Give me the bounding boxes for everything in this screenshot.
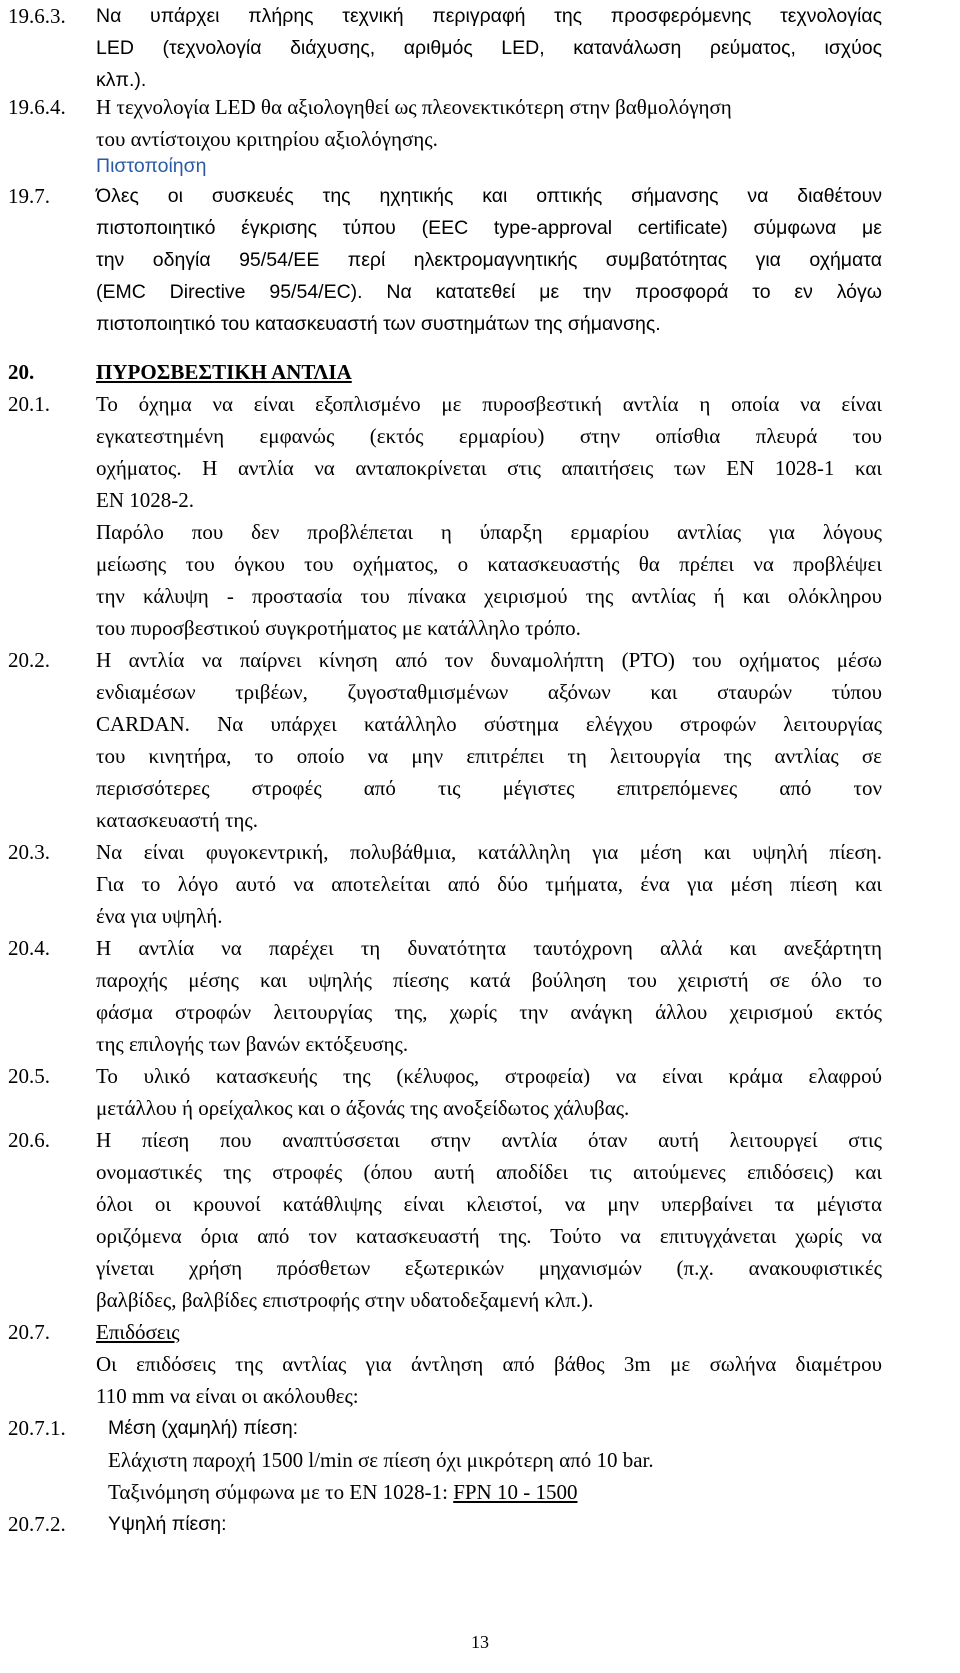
paragraph-line: ονομαστικές της στροφές (όπου αυτή αποδίδει τις αιτούμενες επιδόσεις) και [96, 1160, 882, 1184]
paragraph-line: Το υλικό κατασκευής της (κέλυφος, στροφεία) να είναι κράμα ελαφρού [96, 1064, 882, 1088]
section-number: 19.6.3. [8, 4, 66, 28]
section-number: 20.7.1. [8, 1416, 66, 1440]
paragraph-line: Παρόλο που δεν προβλέπεται η ύπαρξη ερμαρίου αντλίας για λόγους [96, 520, 882, 544]
section-number: 20.7. [8, 1320, 50, 1344]
section-number: 19.6.4. [8, 95, 66, 119]
paragraph-line: Ελάχιστη παροχή 1500 l/min σε πίεση όχι μικρότερη από 10 bar. [108, 1448, 654, 1472]
paragraph-line: Να είναι φυγοκεντρική, πολυβάθμια, κατάλληλη για μέση και υψηλή πίεση. [96, 840, 882, 864]
paragraph-line: Για το λόγο αυτό να αποτελείται από δύο τμήματα, ένα για μέση πίεση και [96, 872, 882, 896]
page-number: 13 [471, 1632, 489, 1652]
paragraph-line: EN 1028-2. [96, 488, 194, 512]
paragraph-line: μείωσης του όγκου του οχήματος, ο κατασκευαστής θα πρέπει να προβλέψει [96, 552, 882, 576]
paragraph-line: του κινητήρα, το οποίο να μην επιτρέπει τη λειτουργία της αντλίας σε [96, 744, 882, 768]
subsection-title: Μέση (χαμηλή) πίεση: [108, 1417, 299, 1439]
paragraph-line: Όλες οι συσκευές της ηχητικής και οπτικής σήμανσης να διαθέτουν [96, 185, 882, 207]
section-title: Επιδόσεις [96, 1320, 180, 1344]
certification-heading: Πιστοποίηση [96, 155, 207, 177]
paragraph-line: οχήματος. Η αντλία να ανταποκρίνεται στις απαιτήσεις των EN 1028-1 και [96, 456, 882, 480]
section-number: 20.7.2. [8, 1512, 66, 1536]
paragraph-line: Το όχημα να είναι εξοπλισμένο με πυροσβεστική αντλία η οποία να είναι [96, 392, 882, 416]
section-title: ΠΥΡΟΣΒΕΣΤΙΚΗ ΑΝΤΛΙΑ [96, 360, 352, 384]
paragraph-line: μετάλλου ή ορείχαλκος και ο άξονάς της ανοξείδωτος χάλυβας. [96, 1096, 630, 1120]
paragraph-line: πιστοποιητικό έγκρισης τύπου (EEC type-approval certificate) σύμφωνα με [96, 217, 882, 239]
section-number: 20.2. [8, 648, 50, 672]
paragraph-line: την κάλυψη - προστασία του πίνακα χειρισμού της αντλίας ή και ολόκληρου [96, 584, 882, 608]
paragraph-line: Να υπάρχει πλήρης τεχνική περιγραφή της προσφερόμενης τεχνολογίας [96, 5, 882, 27]
subsection-title: Υψηλή πίεση: [108, 1513, 227, 1535]
paragraph-line: του αντίστοιχου κριτηρίου αξιολόγησης. [96, 127, 438, 151]
paragraph-line: βαλβίδες, βαλβίδες επιστροφής στην υδατοδεξαμενή κλπ.). [96, 1288, 594, 1312]
paragraph-line: LED (τεχνολογία διάχυσης, αριθμός LED, κατανάλωση ρεύματος, ισχύος [96, 37, 882, 59]
paragraph-line: όλοι οι κρουνοί κατάθλιψης είναι κλειστοί, να μην υπερβαίνει τα μέγιστα [96, 1192, 882, 1216]
paragraph-line: εγκατεστημένη εμφανώς (εκτός ερμαρίου) στην οπίσθια πλευρά του [96, 424, 882, 448]
paragraph-line: Η πίεση που αναπτύσσεται στην αντλία όταν αυτή λειτουργεί στις [96, 1128, 882, 1152]
classification-line [108, 1476, 882, 1508]
paragraph-line: Η τεχνολογία LED θα αξιολογηθεί ως πλεονεκτικότερη στην βαθμολόγηση [96, 95, 732, 119]
paragraph-line: 110 mm να είναι οι ακόλουθες: [96, 1384, 359, 1408]
paragraph-line: Οι επιδόσεις της αντλίας για άντληση από βάθος 3m με σωλήνα διαμέτρου [96, 1352, 882, 1376]
section-number: 20.6. [8, 1128, 50, 1152]
classification-prefix: Ταξινόμηση σύμφωνα με το EN 1028-1: [108, 1480, 454, 1504]
section-number: 20.3. [8, 840, 50, 864]
section-number: 20.4. [8, 936, 50, 960]
paragraph-line: φάσμα στροφών λειτουργίας της, χωρίς την ανάγκη άλλου χειρισμού εκτός [96, 1000, 882, 1024]
paragraph-line: της επιλογής των βανών εκτόξευσης. [96, 1032, 409, 1056]
paragraph-line: Η αντλία να παρέχει τη δυνατότητα ταυτόχρονη αλλά και ανεξάρτητη [96, 936, 882, 960]
section-number: 20.5. [8, 1064, 50, 1088]
paragraph-line: παροχής μέσης και υψηλής πίεσης κατά βούληση του χειριστή σε όλο το [96, 968, 882, 992]
section-number: 20.1. [8, 392, 50, 416]
classification-value: FPN 10 - 1500 [453, 1480, 578, 1504]
section-number: 20. [8, 360, 35, 384]
paragraph-line: γίνεται χρήση πρόσθετων εξωτερικών μηχανισμών (π.χ. ανακουφιστικές [96, 1256, 882, 1280]
paragraph-line: ένα για υψηλή. [96, 904, 223, 928]
paragraph-line: (EMC Directive 95/54/EC). Να κατατεθεί με την προσφορά το εν λόγω [96, 281, 882, 303]
paragraph-line: πιστοποιητικό του κατασκευαστή των συστημάτων της σήμανσης. [96, 313, 661, 335]
paragraph-line: ενδιαμέσων τριβέων, ζυγοσταθμισμένων αξόνων και σταυρών τύπου [96, 680, 882, 704]
paragraph-line: κλπ.). [96, 69, 147, 91]
paragraph-line: οριζόμενα όρια από τον κατασκευαστή της. Τούτο να επιτυγχάνεται χωρίς να [96, 1224, 882, 1248]
paragraph-line: κατασκευαστή της. [96, 808, 258, 832]
paragraph-line: Η αντλία να παίρνει κίνηση από τον δυναμολήπτη (PTO) του οχήματος μέσω [96, 648, 882, 672]
section-number: 19.7. [8, 184, 50, 208]
paragraph-line: CARDAN. Να υπάρχει κατάλληλο σύστημα ελέγχου στροφών λειτουργίας [96, 712, 882, 736]
paragraph-line: περισσότερες στροφές από τις μέγιστες επιτρεπόμενες από τον [96, 776, 882, 800]
paragraph-line: του πυροσβεστικού συγκροτήματος με κατάλληλο τρόπο. [96, 616, 581, 640]
paragraph-line: την οδηγία 95/54/ΕΕ περί ηλεκτρομαγνητικής συμβατότητας για οχήματα [96, 249, 882, 271]
